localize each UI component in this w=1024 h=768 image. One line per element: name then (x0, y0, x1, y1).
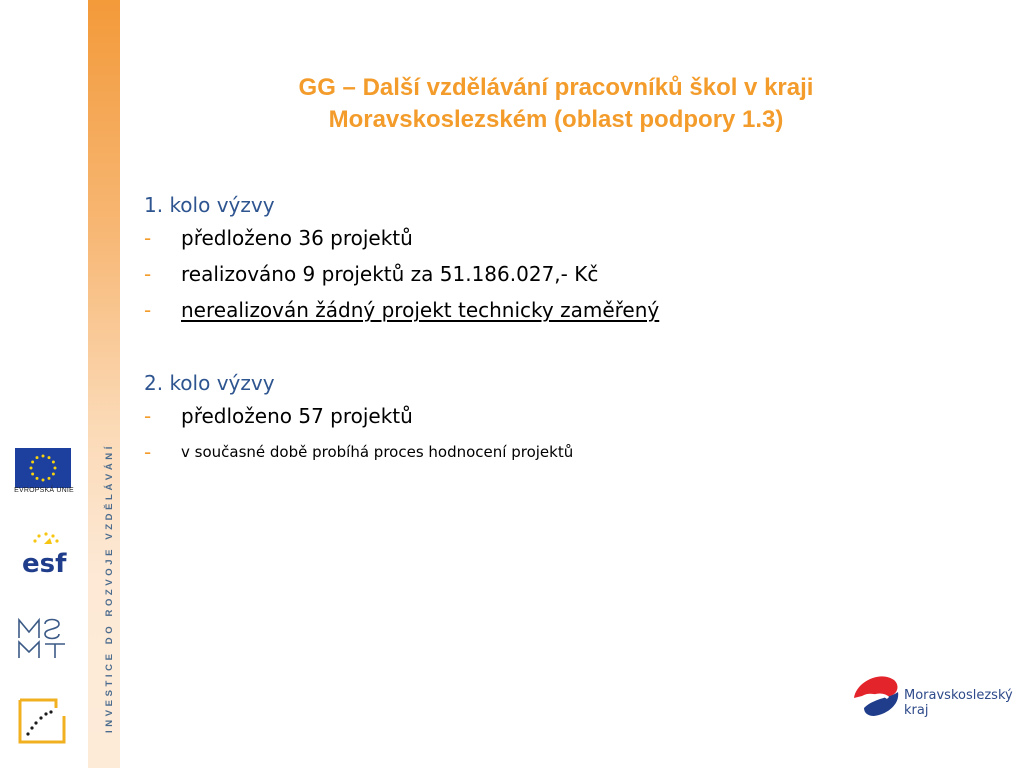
list-item-text-underlined: nerealizován žádný projekt technicky zaměřený (181, 298, 660, 322)
round-2-heading: 2. kolo výzvy (144, 371, 275, 395)
region-logo-text (904, 688, 1013, 718)
band-text: INVESTICE DO ROZVOJE VZDĚLÁVÁNÍ (104, 442, 115, 733)
spacer (144, 330, 904, 368)
eu-star (31, 473, 34, 476)
eu-star (52, 461, 55, 464)
list-item-text: v současné době probíhá proces hodnocení projektů (181, 443, 574, 461)
slide-content (144, 190, 904, 472)
bullet-dash: - (144, 262, 152, 286)
eu-star (42, 479, 45, 482)
eu-star (54, 467, 57, 470)
bullet-dash: - (144, 404, 152, 428)
esf-logo-icon (20, 530, 72, 576)
eu-label: EVROPSKÁ UNIE (14, 487, 74, 494)
op-vk-logo-icon (16, 696, 70, 746)
msmt-logo-icon (15, 616, 73, 660)
bullet-dash: - (144, 440, 152, 464)
eu-star (42, 455, 45, 458)
list-item (144, 222, 904, 258)
eu-star (52, 473, 55, 476)
eu-star (48, 456, 51, 459)
eu-star (48, 477, 51, 480)
region-logo-line-1: Moravskoslezský (904, 688, 1013, 703)
list-item (144, 400, 904, 436)
round-1-heading: 1. kolo výzvy (144, 193, 275, 217)
eu-star (31, 461, 34, 464)
list-item-text: předloženo 36 projektů (181, 226, 413, 250)
list-item (144, 294, 904, 330)
list-item (144, 258, 904, 294)
title-line-1: GG – Další vzdělávání pracovníků škol v kraji (298, 74, 814, 101)
bullet-dash: - (144, 298, 152, 322)
bullet-dash: - (144, 226, 152, 250)
region-logo-line-2: kraj (904, 703, 929, 718)
list-item-text: předloženo 57 projektů (181, 404, 413, 428)
eu-star (36, 456, 39, 459)
eu-flag-icon (15, 448, 71, 488)
list-item (144, 436, 904, 472)
slide-title (200, 72, 912, 136)
list-item-text: realizováno 9 projektů za 51.186.027,- Kč (181, 262, 599, 286)
eu-star (30, 467, 33, 470)
svg-text:esf: esf (22, 549, 67, 576)
eu-star (36, 477, 39, 480)
title-line-2: Moravskoslezském (oblast podpory 1.3) (328, 106, 784, 133)
